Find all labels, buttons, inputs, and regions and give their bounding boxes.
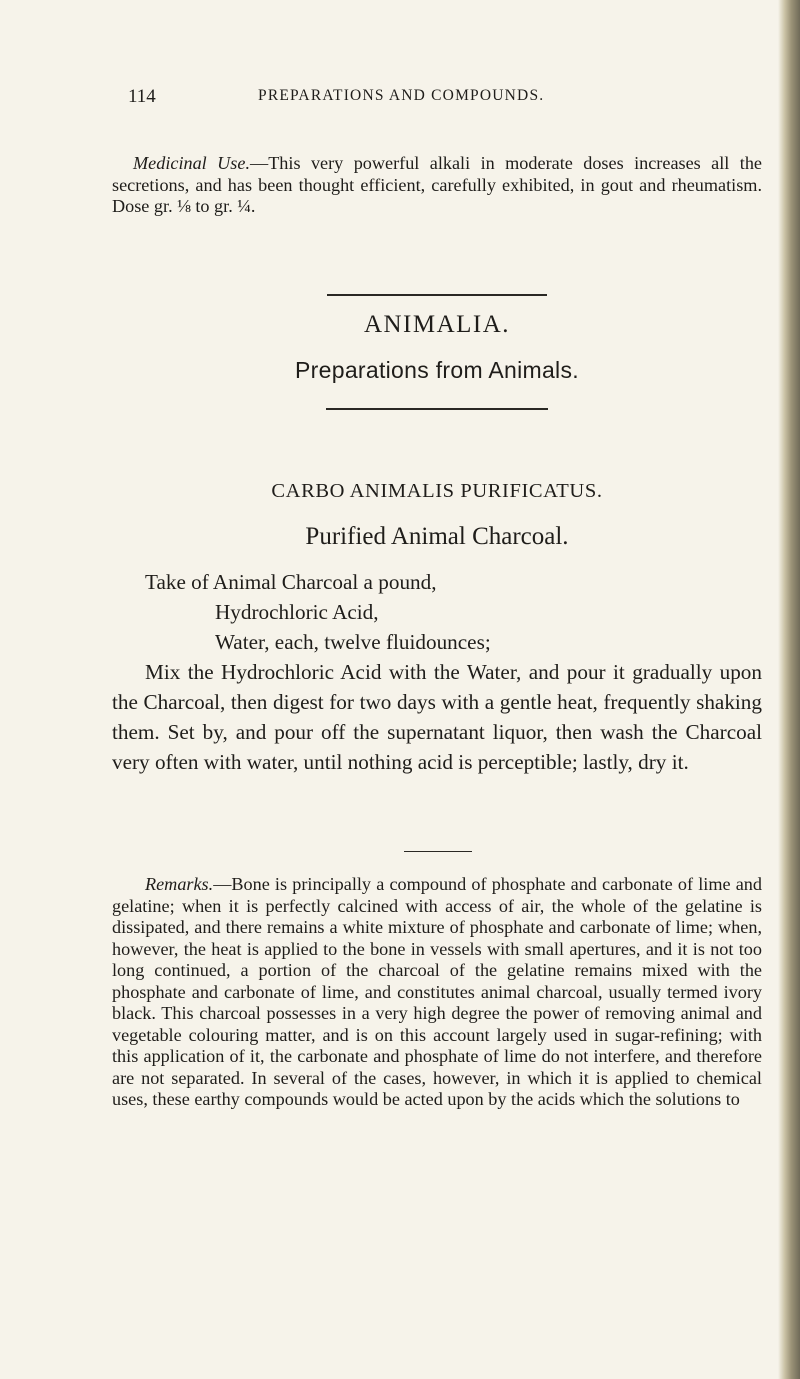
- section-rule-top: [327, 294, 547, 296]
- recipe-list: [112, 567, 762, 657]
- page-number: 114: [128, 86, 156, 107]
- preparation-english-name: Purified Animal Charcoal.: [305, 523, 569, 550]
- short-rule: [404, 851, 472, 852]
- recipe-line: Water, each, twelve fluidounces;: [215, 630, 491, 654]
- remarks-paragraph: [112, 874, 762, 1111]
- page-edge-shadow: [778, 0, 800, 1379]
- section-rule-bottom: [326, 408, 548, 410]
- recipe-line: Hydrochloric Acid,: [215, 600, 379, 624]
- medicinal-use-paragraph: [112, 153, 762, 218]
- running-head: PREPARATIONS AND COMPOUNDS.: [258, 87, 545, 104]
- section-subtitle: Preparations from Animals.: [295, 357, 579, 383]
- remarks-text: —Bone is principally a compound of phosphate and carbonate of lime and gelatine; when it is perfectly calcined with access of air, the whole of the gelatine is dissipated, and there remains a white mixture of phosphate and carbonate of lime; when, however, the heat is applied to the bone in vessels with small apertures, and it is not too long continued, a portion of the charcoal of the gelatine remains mixed with the phosphate and carbonate of lime, and constitutes animal charcoal, usually termed ivory black. This charcoal possesses in a very high degree the power of removing animal and vegetable colouring matter, and is on this account largely used in sugar-refining; with this application of it, the carbonate and phosphate of lime do not interfere, and therefore are not separated. In several of the cases, however, in which it is applied to chemical uses, these earthy compounds would be acted upon by the acids which the solutions to: [112, 874, 762, 1109]
- medicinal-use-lead: Medicinal Use.: [133, 153, 250, 173]
- preparation-latin-name: CARBO ANIMALIS PURIFICATUS.: [271, 480, 603, 502]
- recipe-line: Take of Animal Charcoal a pound,: [145, 570, 437, 594]
- remarks-lead: Remarks.: [145, 874, 214, 894]
- section-title: ANIMALIA.: [363, 311, 511, 338]
- medicinal-use-text: —This very powerful alkali in moderate doses increases all the secretions, and has been thought efficient, carefully exhibited, in gout and rheumatism. Dose gr. ⅛ to gr. ¼.: [112, 153, 762, 216]
- directions-paragraph: Mix the Hydrochloric Acid with the Water, and pour it gradually upon the Charcoal, then digest for two days with a gentle heat, frequently shaking them. Set by, and pour off the supernatant liquor, then wash the Charcoal very often with water, until nothing acid is perceptible; lastly, dry it.: [112, 660, 762, 774]
